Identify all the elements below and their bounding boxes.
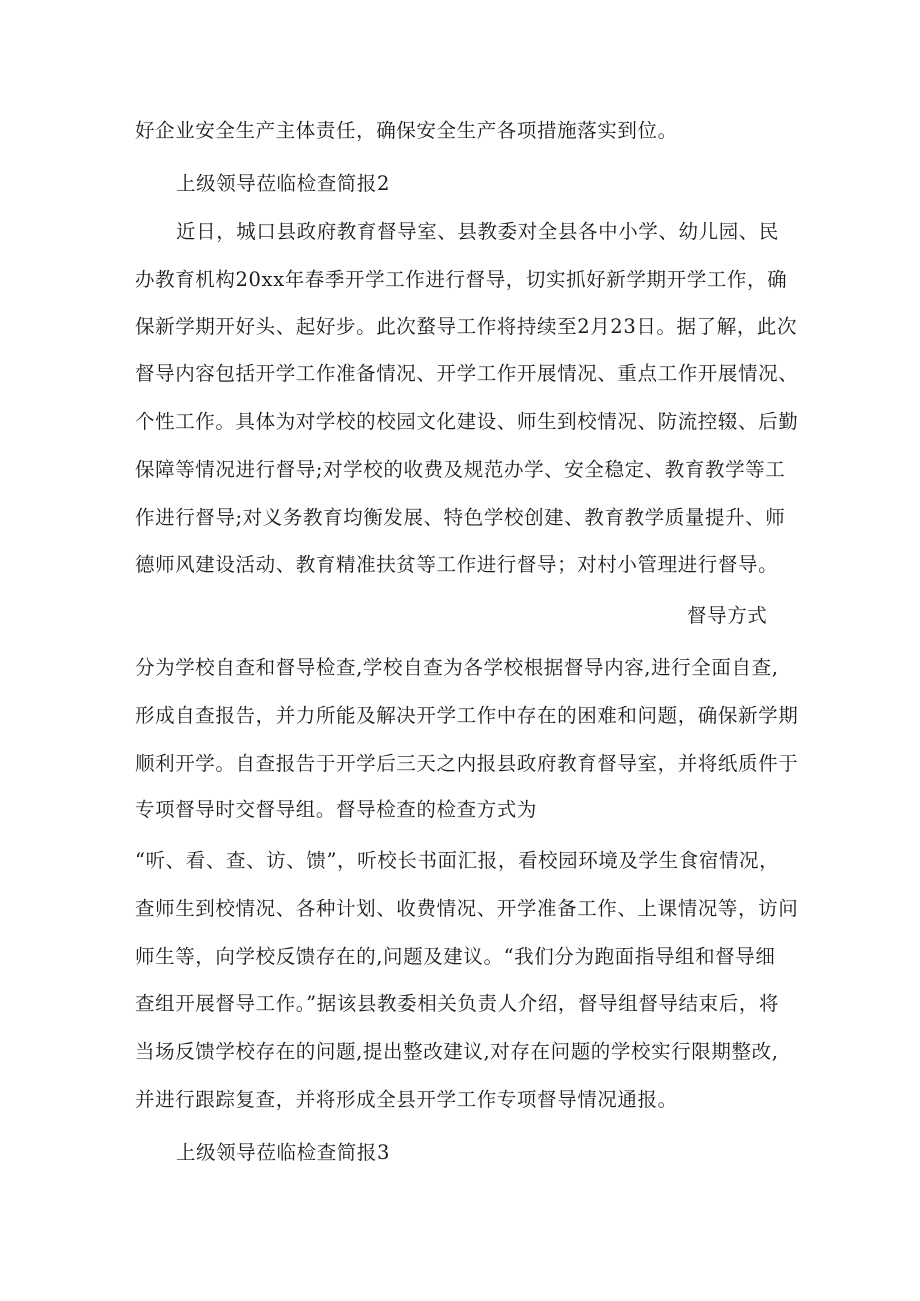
paragraph-line: 师生等，向学校反馈存在的,问题及建议。“我们分为跑面指导组和督导细 — [135, 945, 776, 968]
paragraph-line: 查师生到校情况、各种计划、收费情况、开学准备工作、上课情况等，访问 — [135, 897, 799, 920]
paragraph-line: 办教育机构20xx年春季开学工作进行督导，切实抓好新学期开学工作，确 — [135, 268, 788, 291]
paragraph-line: 保障等情况进行督导;对学校的收费及规范办学、安全稳定、教育教学等工 — [135, 458, 786, 481]
paragraph-line: 查组开展督导工作。”据该县教委相关负责人介绍，督导组督导结束后，将 — [135, 992, 780, 1015]
paragraph-line: 督导内容包括开学工作准备情况、开学工作开展情况、重点工作开展情况、 — [135, 362, 799, 385]
paragraph-line: 个性工作。具体为对学校的校园文化建设、师生到校情况、防流控辍、后勤 — [135, 410, 799, 433]
paragraph-line: 德师风建设活动、教育精准扶贫等工作进行督导；对村小管理进行督导。 — [135, 553, 779, 576]
paragraph-line: 作进行督导;对义务教育均衡发展、特色学校创建、教育教学质量提升、师 — [135, 506, 786, 529]
paragraph-line: 近日，城口县政府教育督导室、县教委对全县各中小学、幼儿园、民 — [176, 220, 780, 243]
paragraph-line: 当场反馈学校存在的问题,提出整改建议,对存在问题的学校实行限期整改, — [135, 1040, 779, 1063]
paragraph-line: 形成自查报告，并力所能及解决开学工作中存在的困难和问题，确保新学期 — [135, 704, 799, 727]
section-heading-3: 上级领导莅临检查简报3 — [176, 1141, 391, 1164]
paragraph-line: “听、看、查、访、馈”，听校长书面汇报，看校园环境及学生食宿情况， — [135, 849, 780, 872]
paragraph-line: 保新学期开好头、起好步。此次蝥导工作将持续至2月23日。据了解，此次 — [135, 315, 798, 338]
paragraph-line: 顺利开学。自查报告于开学后三天之内报县政府教育督导室，并将纸质件于 — [135, 752, 799, 775]
paragraph-line: 好企业安全生产主体责任，确保安全生产各项措施落实到位。 — [135, 119, 678, 142]
paragraph-line: 并进行跟踪复查，并将形成全县开学工作专项督导情况通报。 — [135, 1088, 678, 1111]
paragraph-line: 专项督导时交督导组。督导检查的检查方式为 — [135, 798, 538, 821]
subheading-supervision-method: 督导方式 — [687, 604, 768, 627]
section-heading-2: 上级领导莅临检查简报2 — [176, 172, 391, 195]
paragraph-line: 分为学校自查和督导检查,学校自查为各学校根据督导内容,进行全面自查, — [135, 656, 779, 679]
